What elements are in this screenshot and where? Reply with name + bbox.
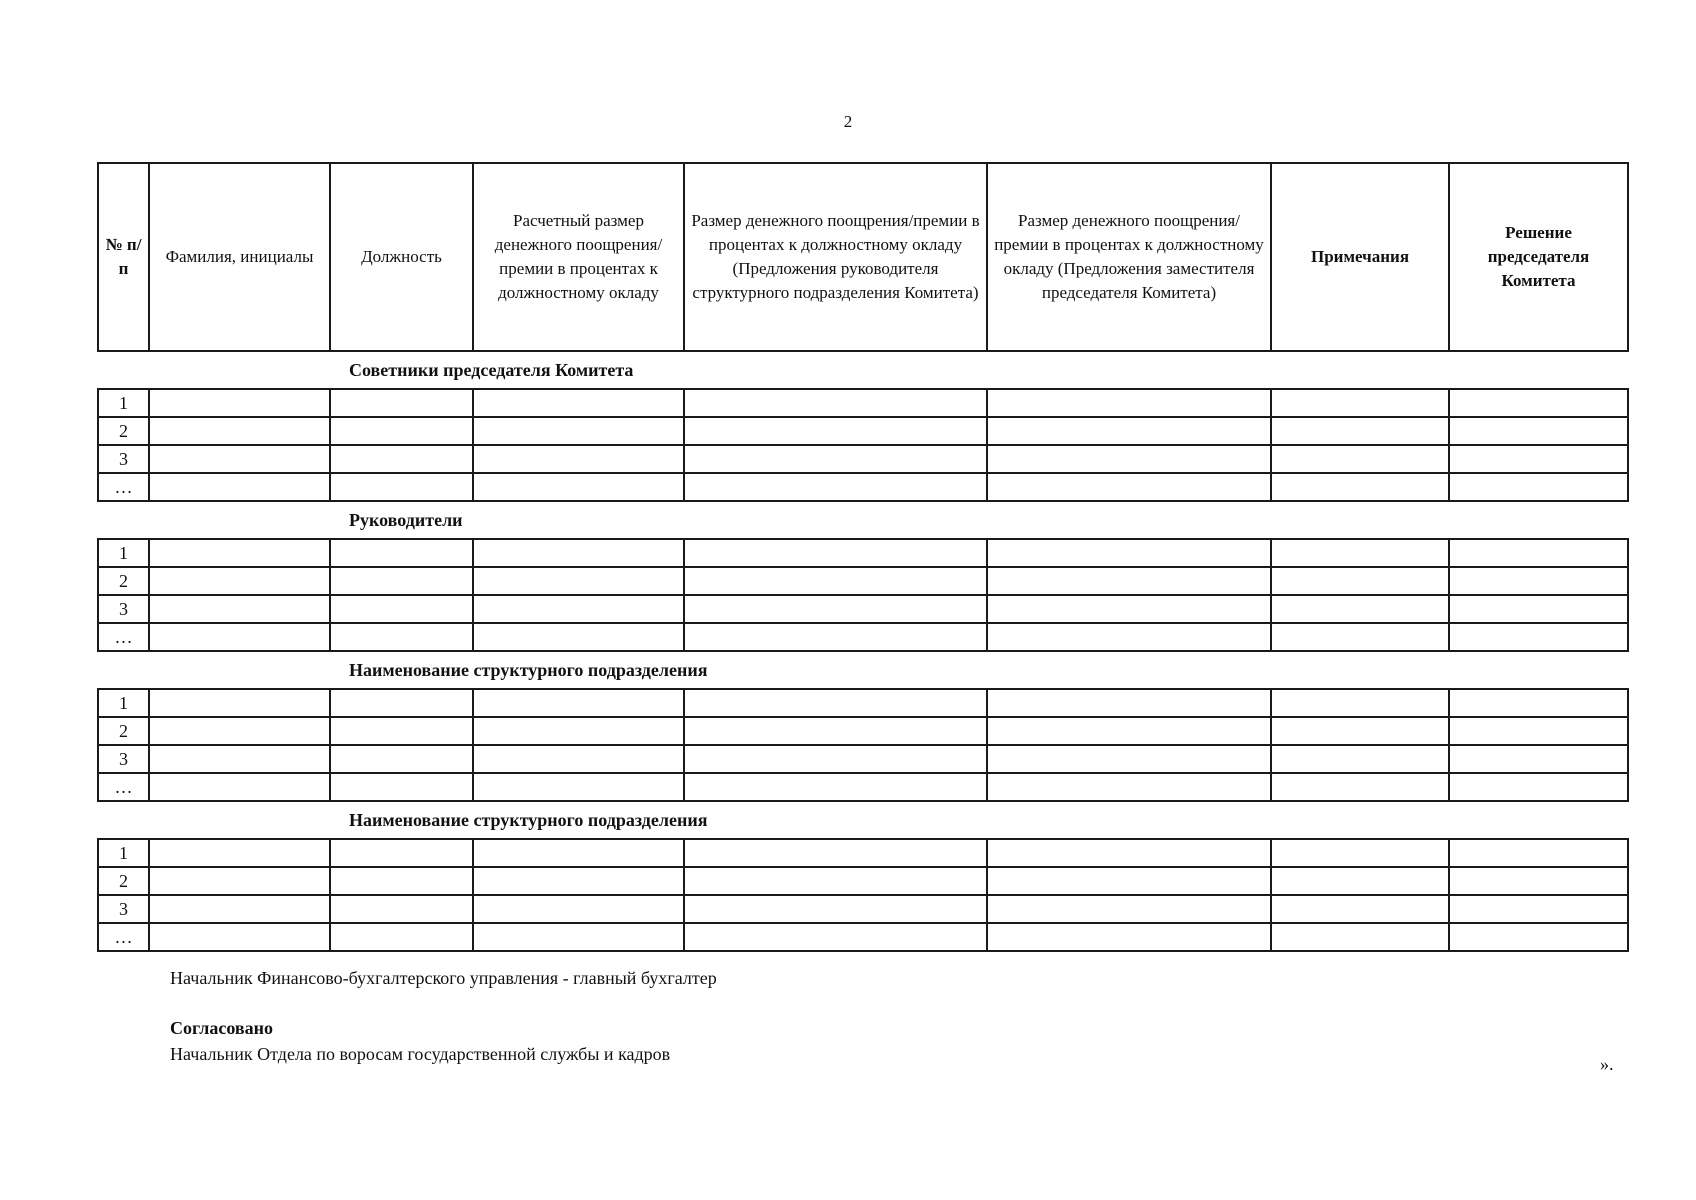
table-cell[interactable] — [1449, 689, 1628, 717]
header-position: Должность — [330, 163, 473, 351]
table-cell[interactable] — [987, 717, 1271, 745]
table-cell[interactable] — [684, 689, 987, 717]
table-cell[interactable] — [1449, 445, 1628, 473]
table-cell[interactable] — [473, 689, 684, 717]
table-cell[interactable] — [684, 745, 987, 773]
table-cell[interactable] — [1449, 595, 1628, 623]
table-cell[interactable] — [987, 473, 1271, 501]
table-cell[interactable] — [684, 717, 987, 745]
bonus-table — [97, 162, 1629, 952]
table-cell[interactable] — [1449, 867, 1628, 895]
table-cell[interactable] — [149, 417, 330, 445]
row-number: 2 — [98, 717, 149, 745]
table-row — [98, 867, 1628, 895]
table-row — [98, 923, 1628, 951]
table-cell[interactable] — [330, 745, 473, 773]
table-cell[interactable] — [1271, 539, 1449, 567]
table-cell[interactable] — [149, 473, 330, 501]
row-number: … — [98, 623, 149, 651]
table-cell[interactable] — [1271, 923, 1449, 951]
table-cell[interactable] — [1271, 867, 1449, 895]
table-cell[interactable] — [684, 623, 987, 651]
table-cell[interactable] — [987, 595, 1271, 623]
table-cell[interactable] — [473, 623, 684, 651]
table-cell[interactable] — [1271, 595, 1449, 623]
table-cell[interactable] — [473, 717, 684, 745]
table-cell[interactable] — [330, 717, 473, 745]
table-cell[interactable] — [684, 445, 987, 473]
table-body — [98, 351, 1628, 951]
table-cell[interactable] — [149, 839, 330, 867]
table-row — [98, 895, 1628, 923]
row-number: 3 — [98, 445, 149, 473]
table-cell[interactable] — [473, 539, 684, 567]
table-cell[interactable] — [473, 389, 684, 417]
closing-quote: ». — [1600, 1054, 1614, 1074]
table-cell[interactable] — [1449, 839, 1628, 867]
table-cell[interactable] — [987, 567, 1271, 595]
table-cell[interactable] — [473, 839, 684, 867]
header-deputy-proposal: Размер денежного поощрения/премии в процентах к должностному окладу (Предложения заместителя председателя Комитета) — [987, 163, 1271, 351]
table-row — [98, 839, 1628, 867]
table-cell[interactable] — [149, 389, 330, 417]
table-cell[interactable] — [330, 839, 473, 867]
table-cell[interactable] — [1271, 717, 1449, 745]
table-cell[interactable] — [684, 895, 987, 923]
table-cell[interactable] — [684, 773, 987, 801]
table-cell[interactable] — [1449, 895, 1628, 923]
table-cell[interactable] — [684, 417, 987, 445]
table-row — [98, 689, 1628, 717]
table-cell[interactable] — [149, 623, 330, 651]
table-row — [98, 745, 1628, 773]
table-cell[interactable] — [1271, 445, 1449, 473]
page-number: 2 — [843, 112, 853, 131]
table-row — [98, 389, 1628, 417]
row-number: 2 — [98, 567, 149, 595]
table-cell[interactable] — [330, 567, 473, 595]
table-row — [98, 567, 1628, 595]
section-title: Руководители — [349, 509, 463, 530]
table-cell[interactable] — [330, 539, 473, 567]
table-row — [98, 539, 1628, 567]
section-row — [98, 651, 1628, 689]
table-cell[interactable] — [330, 445, 473, 473]
table-cell[interactable] — [473, 595, 684, 623]
table-cell[interactable] — [1449, 389, 1628, 417]
table-cell[interactable] — [987, 923, 1271, 951]
section-title: Наименование структурного подразделения — [349, 659, 708, 680]
header-notes: Примечания — [1271, 163, 1449, 351]
table-cell[interactable] — [473, 895, 684, 923]
table-cell[interactable] — [330, 623, 473, 651]
table-row — [98, 623, 1628, 651]
header-decision: Решение председателя Комитета — [1449, 163, 1628, 351]
table-cell[interactable] — [684, 595, 987, 623]
table-cell[interactable] — [987, 623, 1271, 651]
table-row — [98, 473, 1628, 501]
row-number: 3 — [98, 895, 149, 923]
table-row — [98, 717, 1628, 745]
row-number: … — [98, 923, 149, 951]
table-cell[interactable] — [684, 539, 987, 567]
table-cell[interactable] — [330, 595, 473, 623]
row-number: … — [98, 473, 149, 501]
section-title: Советники председателя Комитета — [349, 359, 634, 380]
table-cell[interactable] — [987, 839, 1271, 867]
table-row — [98, 773, 1628, 801]
agreed-label: Согласовано — [170, 1018, 273, 1038]
table-cell[interactable] — [1271, 689, 1449, 717]
table-cell[interactable] — [987, 445, 1271, 473]
table-cell[interactable] — [1271, 473, 1449, 501]
table-cell[interactable] — [473, 473, 684, 501]
table-cell[interactable] — [149, 895, 330, 923]
table-cell[interactable] — [473, 773, 684, 801]
table-cell[interactable] — [330, 417, 473, 445]
table-cell[interactable] — [473, 923, 684, 951]
table-header-row — [98, 163, 1628, 351]
table-cell[interactable] — [149, 745, 330, 773]
table-cell[interactable] — [684, 867, 987, 895]
table-cell[interactable] — [684, 839, 987, 867]
table-cell[interactable] — [1449, 417, 1628, 445]
table-cell[interactable] — [149, 595, 330, 623]
table-cell[interactable] — [1271, 839, 1449, 867]
table-row — [98, 445, 1628, 473]
table-cell[interactable] — [330, 389, 473, 417]
row-number: 2 — [98, 867, 149, 895]
table-cell[interactable] — [1449, 567, 1628, 595]
row-number: 3 — [98, 595, 149, 623]
table-cell[interactable] — [684, 389, 987, 417]
table-cell[interactable] — [473, 745, 684, 773]
table-cell[interactable] — [473, 417, 684, 445]
table-cell[interactable] — [1271, 745, 1449, 773]
table-cell[interactable] — [1271, 895, 1449, 923]
table-cell[interactable] — [149, 867, 330, 895]
section-row — [98, 351, 1628, 389]
table-cell[interactable] — [1449, 745, 1628, 773]
table-cell[interactable] — [1271, 623, 1449, 651]
table-cell[interactable] — [473, 867, 684, 895]
row-number: … — [98, 773, 149, 801]
section-title: Наименование структурного подразделения — [349, 809, 708, 830]
header-name: Фамилия, инициалы — [149, 163, 330, 351]
table-cell[interactable] — [149, 717, 330, 745]
header-calc: Расчетный размер денежного поощрения/премии в процентах к должностному окладу — [473, 163, 684, 351]
table-cell[interactable] — [1449, 773, 1628, 801]
header-num: № п/п — [98, 163, 149, 351]
table-cell[interactable] — [149, 567, 330, 595]
table-cell[interactable] — [987, 895, 1271, 923]
table-cell[interactable] — [1449, 923, 1628, 951]
table-cell[interactable] — [1271, 567, 1449, 595]
table-cell[interactable] — [473, 567, 684, 595]
table-cell[interactable] — [149, 445, 330, 473]
table-cell[interactable] — [330, 895, 473, 923]
table-row — [98, 595, 1628, 623]
table-cell[interactable] — [1449, 623, 1628, 651]
row-number: 1 — [98, 539, 149, 567]
row-number: 2 — [98, 417, 149, 445]
table-cell[interactable] — [330, 867, 473, 895]
row-number: 1 — [98, 389, 149, 417]
table-cell[interactable] — [987, 745, 1271, 773]
row-number: 1 — [98, 839, 149, 867]
table-cell[interactable] — [149, 539, 330, 567]
chief-accountant-signature: Начальник Финансово-бухгалтерского управления - главный бухгалтер — [170, 968, 717, 988]
table-cell[interactable] — [330, 923, 473, 951]
table-cell[interactable] — [684, 473, 987, 501]
header-head-proposal: Размер денежного поощрения/премии в процентах к должностному окладу (Предложения руководителя структурного подразделения Комитета) — [684, 163, 987, 351]
table-cell[interactable] — [1271, 417, 1449, 445]
table-cell[interactable] — [149, 773, 330, 801]
table-cell[interactable] — [1449, 539, 1628, 567]
table-cell[interactable] — [1271, 773, 1449, 801]
table-cell[interactable] — [1271, 389, 1449, 417]
table-cell[interactable] — [684, 567, 987, 595]
table-cell[interactable] — [330, 473, 473, 501]
table-cell[interactable] — [987, 417, 1271, 445]
table-cell[interactable] — [987, 389, 1271, 417]
table-cell[interactable] — [473, 445, 684, 473]
table-cell[interactable] — [149, 689, 330, 717]
table-cell[interactable] — [330, 689, 473, 717]
row-number: 3 — [98, 745, 149, 773]
table-cell[interactable] — [149, 923, 330, 951]
table-row — [98, 417, 1628, 445]
section-row — [98, 801, 1628, 839]
table-cell[interactable] — [987, 689, 1271, 717]
table-cell[interactable] — [987, 867, 1271, 895]
table-cell[interactable] — [987, 773, 1271, 801]
table-cell[interactable] — [1449, 473, 1628, 501]
table-cell[interactable] — [987, 539, 1271, 567]
table-cell[interactable] — [1449, 717, 1628, 745]
section-row — [98, 501, 1628, 539]
table-cell[interactable] — [330, 773, 473, 801]
row-number: 1 — [98, 689, 149, 717]
hr-head-signature: Начальник Отдела по воросам государственной службы и кадров — [170, 1044, 671, 1064]
table-cell[interactable] — [684, 923, 987, 951]
